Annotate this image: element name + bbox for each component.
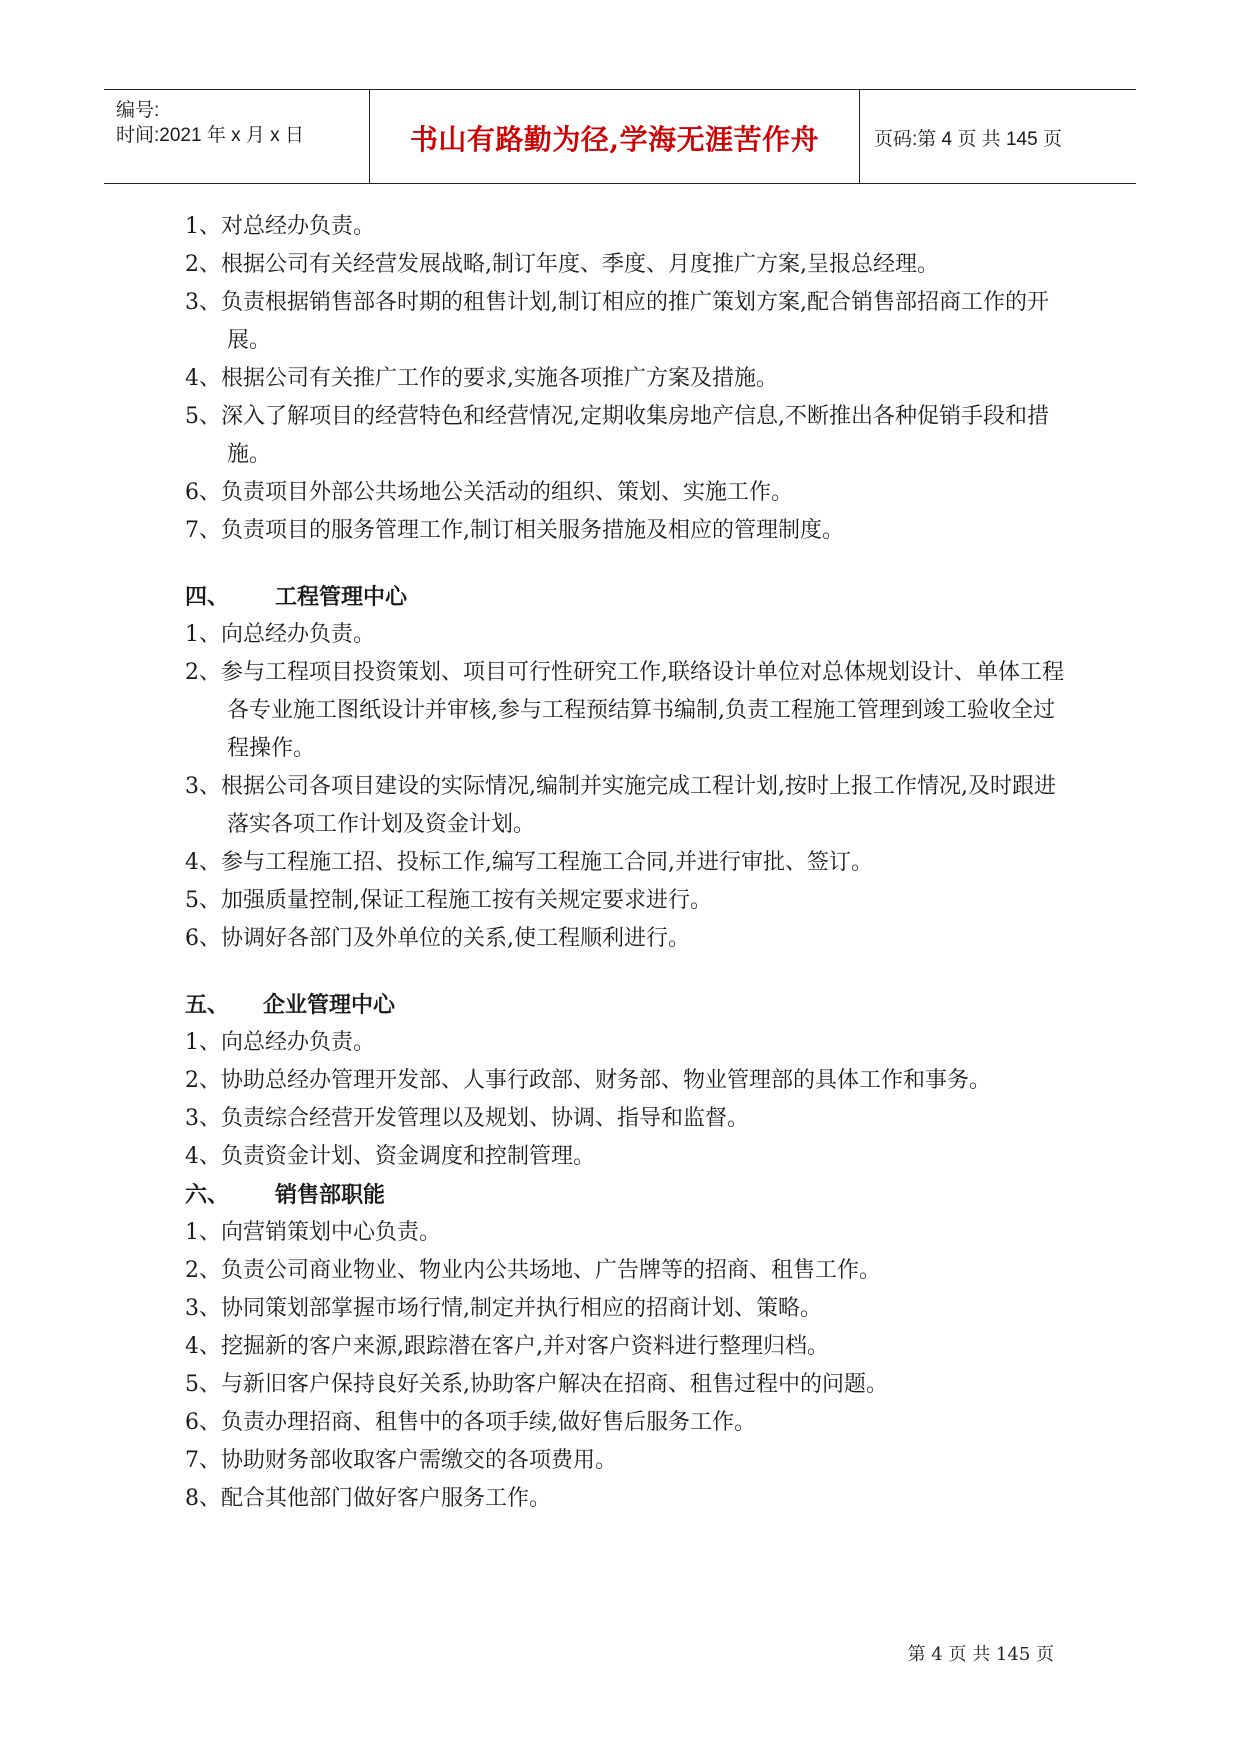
header-meta-cell [104,90,370,183]
list-item: 7、负责项目的服务管理工作,制订相关服务措施及相应的管理制度。 [185,518,844,543]
list-item: 6、负责办理招商、租售中的各项手续,做好售后服务工作。 [185,1410,756,1435]
list-item: 2、根据公司有关经营发展战略,制订年度、季度、月度推广方案,呈报总经理。 [185,252,939,277]
list-item: 5、与新旧客户保持良好关系,协助客户解决在招商、租售过程中的问题。 [185,1372,888,1397]
section-title: 工程管理中心 [275,584,408,610]
section-number: 六、 [185,1182,230,1208]
section-heading [185,1176,1065,1214]
section-heading [185,986,1065,1024]
list-item: 1、对总经办负责。 [185,214,375,239]
list-item: 6、协调好各部门及外单位的关系,使工程顺利进行。 [185,926,690,951]
intro-list [185,208,1065,550]
document-body [185,208,1065,1518]
list-item: 4、负责资金计划、资金调度和控制管理。 [185,1144,595,1169]
section-title: 企业管理中心 [263,992,396,1018]
section-spacer [185,550,1065,578]
document-header [104,89,1136,184]
list-item: 1、向总经办负责。 [185,1030,375,1055]
section-number: 四、 [185,584,230,610]
list-item: 1、向营销策划中心负责。 [185,1220,441,1245]
header-motto-cell [370,90,860,183]
list-item: 7、协助财务部收取客户需缴交的各项费用。 [185,1448,617,1473]
list-item: 3、负责综合经营开发管理以及规划、协调、指导和监督。 [185,1106,749,1131]
section-title: 销售部职能 [275,1182,386,1208]
header-page-label: 页码:第 4 页 共 145 页 [874,129,1062,150]
header-page-cell [860,90,1136,183]
list-item: 3、根据公司各项目建设的实际情况,编制并实施完成工程计划,按时上报工作情况,及时跟进落实各项工作计划及资金计划。 [185,774,1056,837]
list-item: 6、负责项目外部公共场地公关活动的组织、策划、实施工作。 [185,480,793,505]
section-heading [185,578,1065,616]
list-item: 2、负责公司商业物业、物业内公共场地、广告牌等的招商、租售工作。 [185,1258,881,1283]
header-motto: 书山有路勤为径,学海无涯苦作舟 [409,123,820,156]
list-item: 4、参与工程施工招、投标工作,编写工程施工合同,并进行审批、签订。 [185,850,873,875]
list-item: 3、协同策划部掌握市场行情,制定并执行相应的招商计划、策略。 [185,1296,822,1321]
page-footer: 第 4 页 共 145 页 [907,1644,1054,1665]
number-label: 编号: [116,100,160,121]
list-item: 3、负责根据销售部各时期的租售计划,制订相应的推广策划方案,配合销售部招商工作的开展。 [185,290,1049,353]
list-item: 5、加强质量控制,保证工程施工按有关规定要求进行。 [185,888,712,913]
section-spacer [185,958,1065,986]
list-item: 8、配合其他部门做好客户服务工作。 [185,1486,551,1511]
section-engineering [185,578,1065,958]
section-enterprise [185,986,1065,1176]
list-item: 5、深入了解项目的经营特色和经营情况,定期收集房地产信息,不断推出各种促销手段和措施。 [185,404,1049,467]
list-item: 2、参与工程项目投资策划、项目可行性研究工作,联络设计单位对总体规划设计、单体工程各专业施工图纸设计并审核,参与工程预结算书编制,负责工程施工管理到竣工验收全过程操作。 [185,660,1064,761]
list-item: 2、协助总经办管理开发部、人事行政部、财务部、物业管理部的具体工作和事务。 [185,1068,991,1093]
list-item: 4、挖掘新的客户来源,跟踪潜在客户,并对客户资料进行整理归档。 [185,1334,829,1359]
time-label: 时间:2021 年 x 月 x 日 [116,125,304,146]
list-item: 1、向总经办负责。 [185,622,375,647]
section-number: 五、 [185,992,230,1018]
section-sales [185,1176,1065,1518]
list-item: 4、根据公司有关推广工作的要求,实施各项推广方案及措施。 [185,366,778,391]
